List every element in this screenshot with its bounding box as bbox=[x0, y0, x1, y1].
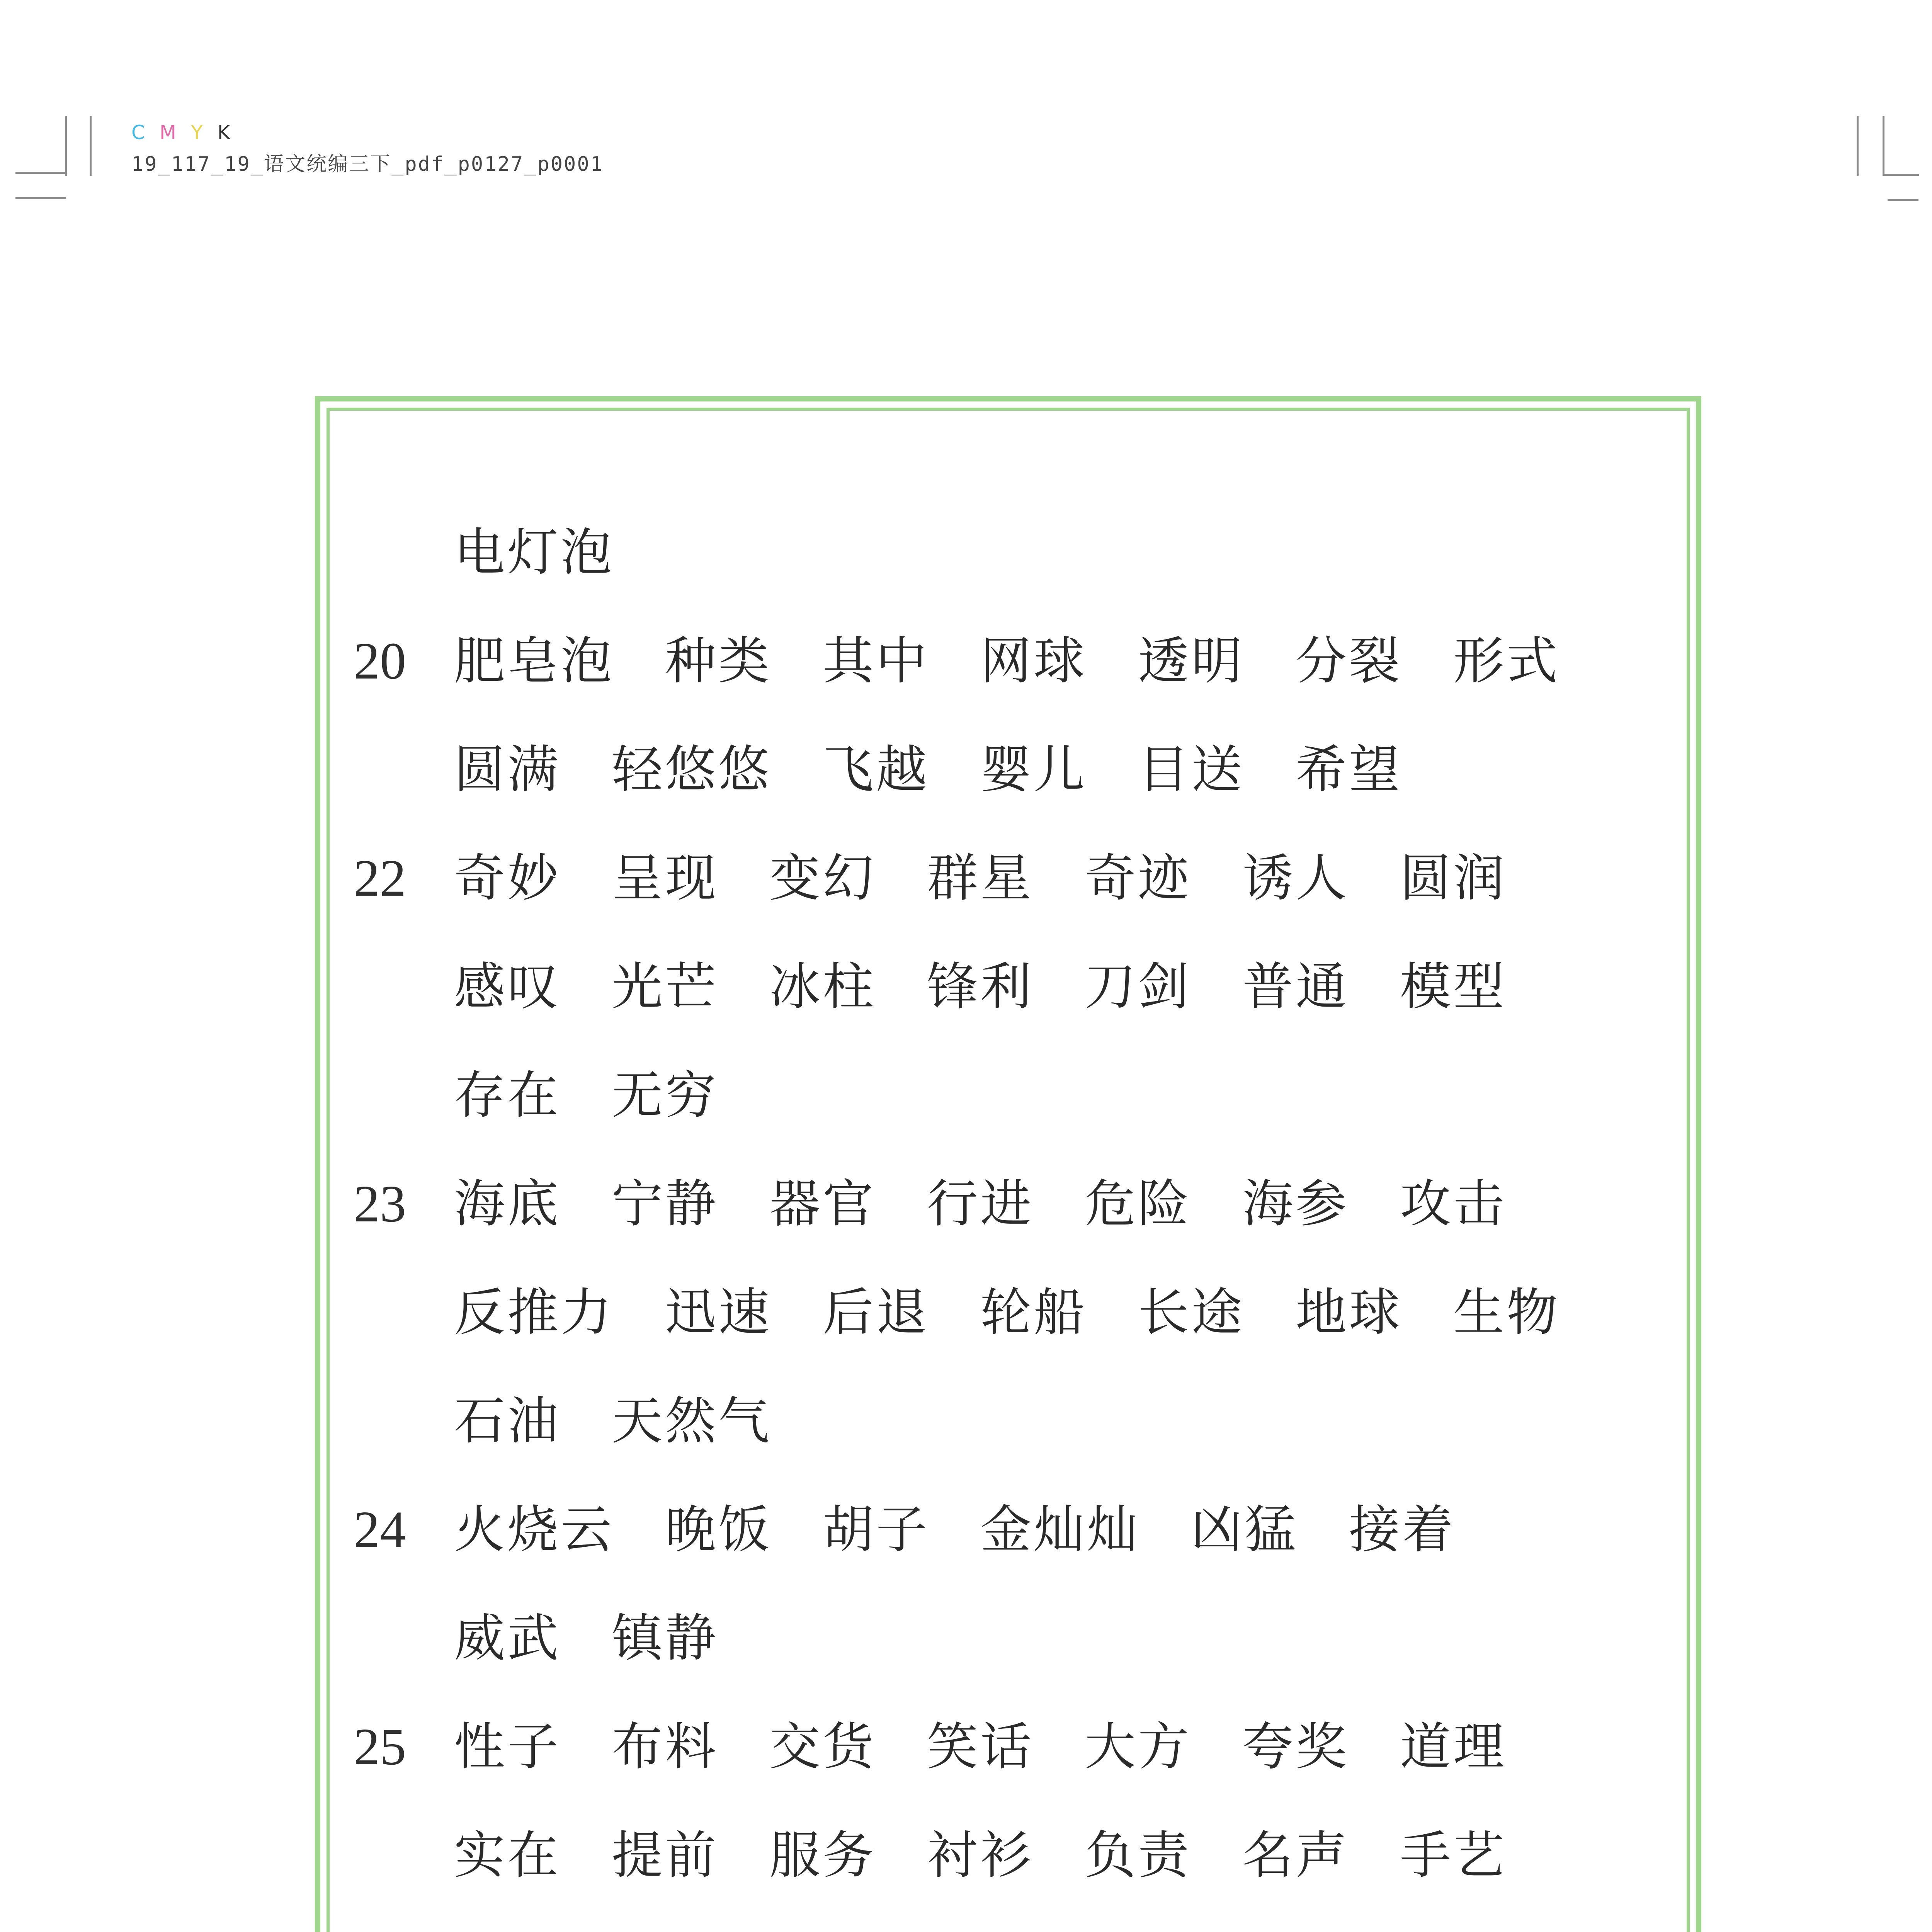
vocab-word: 奇迹 bbox=[1085, 849, 1191, 908]
vocab-word: 冰柱 bbox=[769, 957, 876, 1017]
vocab-word: 笑话 bbox=[927, 1717, 1034, 1777]
file-label: 19_117_19_语文统编三下_pdf_p0127_p0001 bbox=[131, 153, 604, 176]
lesson-entry bbox=[354, 1693, 1613, 1932]
word-list bbox=[454, 1150, 1613, 1476]
lesson-number: 24 bbox=[354, 1501, 406, 1559]
lesson-entry bbox=[354, 498, 1613, 607]
crop-mark bbox=[1883, 174, 1919, 176]
crop-mark bbox=[15, 172, 66, 174]
vocab-word: 后退 bbox=[823, 1283, 929, 1342]
vocab-word: 存在 bbox=[454, 1066, 561, 1125]
word-list bbox=[454, 607, 1613, 824]
vocab-word: 石油 bbox=[454, 1391, 561, 1451]
vocab-word: 光芒 bbox=[612, 957, 718, 1017]
crop-mark bbox=[1857, 116, 1859, 176]
vocab-word: 希望 bbox=[1296, 740, 1402, 799]
vocab-word: 晚饭 bbox=[665, 1500, 772, 1560]
vocab-word: 地球 bbox=[1296, 1283, 1402, 1342]
vocab-word: 轮船 bbox=[980, 1283, 1087, 1342]
vocab-word: 长途 bbox=[1138, 1283, 1245, 1342]
vocab-word: 其中 bbox=[823, 631, 929, 691]
vocab-word: 宁静 bbox=[612, 1174, 718, 1234]
vocab-word: 器官 bbox=[769, 1174, 876, 1234]
vocab-word: 手艺 bbox=[1400, 1826, 1507, 1885]
vocab-word: 锋利 bbox=[927, 957, 1034, 1017]
word-list bbox=[454, 498, 1613, 607]
crop-mark bbox=[65, 116, 67, 176]
cmyk-y: Y bbox=[191, 121, 203, 144]
vocab-word: 呈现 bbox=[612, 849, 718, 908]
vocab-word: 火烧云 bbox=[454, 1500, 614, 1560]
vocab-word: 威武 bbox=[454, 1609, 561, 1668]
vocab-word: 轻悠悠 bbox=[612, 740, 772, 799]
vocab-word: 提前 bbox=[612, 1826, 718, 1885]
vocab-word: 变幻 bbox=[769, 849, 876, 908]
vocab-word: 生物 bbox=[1453, 1283, 1560, 1342]
vocab-word: 诱人 bbox=[1242, 849, 1349, 908]
vocab-word: 天然气 bbox=[612, 1391, 772, 1451]
word-list bbox=[454, 824, 1613, 1150]
vocab-word: 普通 bbox=[1242, 957, 1349, 1017]
vocab-word bbox=[454, 1910, 561, 1932]
vocab-word: 透明 bbox=[1138, 631, 1245, 691]
vocab-word: 无穷 bbox=[612, 1066, 718, 1125]
vocab-word: 迅速 bbox=[665, 1283, 772, 1342]
lesson-number: 20 bbox=[354, 632, 406, 690]
vocab-word: 大方 bbox=[1085, 1717, 1191, 1777]
vocab-word: 分裂 bbox=[1296, 631, 1402, 691]
word-list bbox=[454, 1476, 1613, 1693]
lesson-number: 22 bbox=[354, 849, 406, 907]
vocabulary-list bbox=[354, 498, 1613, 1932]
cmyk-registration bbox=[131, 123, 230, 142]
vocab-word: 海参 bbox=[1242, 1174, 1349, 1234]
vocab-word: 种类 bbox=[665, 631, 772, 691]
vocab-word: 凶猛 bbox=[1191, 1500, 1298, 1560]
cmyk-c: C bbox=[131, 121, 145, 144]
vocab-word: 婴儿 bbox=[980, 740, 1087, 799]
vocab-word: 网球 bbox=[980, 631, 1087, 691]
vocab-word: 海底 bbox=[454, 1174, 561, 1234]
lesson-entry bbox=[354, 824, 1613, 1150]
lesson-number: 23 bbox=[354, 1175, 406, 1233]
vocab-word: 圆满 bbox=[454, 740, 561, 799]
vocab-word: 实在 bbox=[454, 1826, 561, 1885]
vocab-word: 肥皂泡 bbox=[454, 631, 614, 691]
lesson-entry bbox=[354, 1150, 1613, 1476]
cmyk-k: K bbox=[217, 121, 230, 144]
vocab-word: 圆润 bbox=[1400, 849, 1507, 908]
vocab-word: 金灿灿 bbox=[980, 1500, 1140, 1560]
vocab-word: 攻击 bbox=[1400, 1174, 1507, 1234]
vocab-word: 名声 bbox=[1242, 1826, 1349, 1885]
vocab-word: 行进 bbox=[927, 1174, 1034, 1234]
crop-mark bbox=[90, 116, 92, 176]
vocab-word: 模型 bbox=[1400, 957, 1507, 1017]
lesson-entry bbox=[354, 607, 1613, 824]
vocab-word: 接着 bbox=[1349, 1500, 1456, 1560]
vocab-word: 群星 bbox=[927, 849, 1034, 908]
vocab-word: 夸奖 bbox=[1242, 1717, 1349, 1777]
vocab-word: 电灯泡 bbox=[454, 523, 614, 582]
vocab-word: 胡子 bbox=[823, 1500, 929, 1560]
vocab-word: 危险 bbox=[1085, 1174, 1191, 1234]
crop-mark bbox=[15, 197, 66, 199]
vocab-word: 镇静 bbox=[612, 1609, 718, 1668]
word-list bbox=[454, 1693, 1613, 1932]
vocab-word: 负责 bbox=[1085, 1826, 1191, 1885]
vocab-word: 刀剑 bbox=[1085, 957, 1191, 1017]
lesson-entry bbox=[354, 1476, 1613, 1693]
lesson-number: 25 bbox=[354, 1718, 406, 1776]
vocab-word: 性子 bbox=[454, 1717, 561, 1777]
vocab-word: 感叹 bbox=[454, 957, 561, 1017]
vocab-word: 交货 bbox=[769, 1717, 876, 1777]
vocab-word: 布料 bbox=[612, 1717, 718, 1777]
cmyk-m: M bbox=[159, 121, 177, 144]
vocab-word: 目送 bbox=[1138, 740, 1245, 799]
vocab-word: 奇妙 bbox=[454, 849, 561, 908]
vocab-word: 反推力 bbox=[454, 1283, 614, 1342]
crop-mark bbox=[1888, 199, 1918, 201]
vocab-word: 形式 bbox=[1453, 631, 1560, 691]
vocab-word: 衬衫 bbox=[927, 1826, 1034, 1885]
crop-mark bbox=[1883, 116, 1884, 176]
vocab-word: 服务 bbox=[769, 1826, 876, 1885]
vocab-word: 飞越 bbox=[823, 740, 929, 799]
vocab-word: 道理 bbox=[1400, 1717, 1507, 1777]
